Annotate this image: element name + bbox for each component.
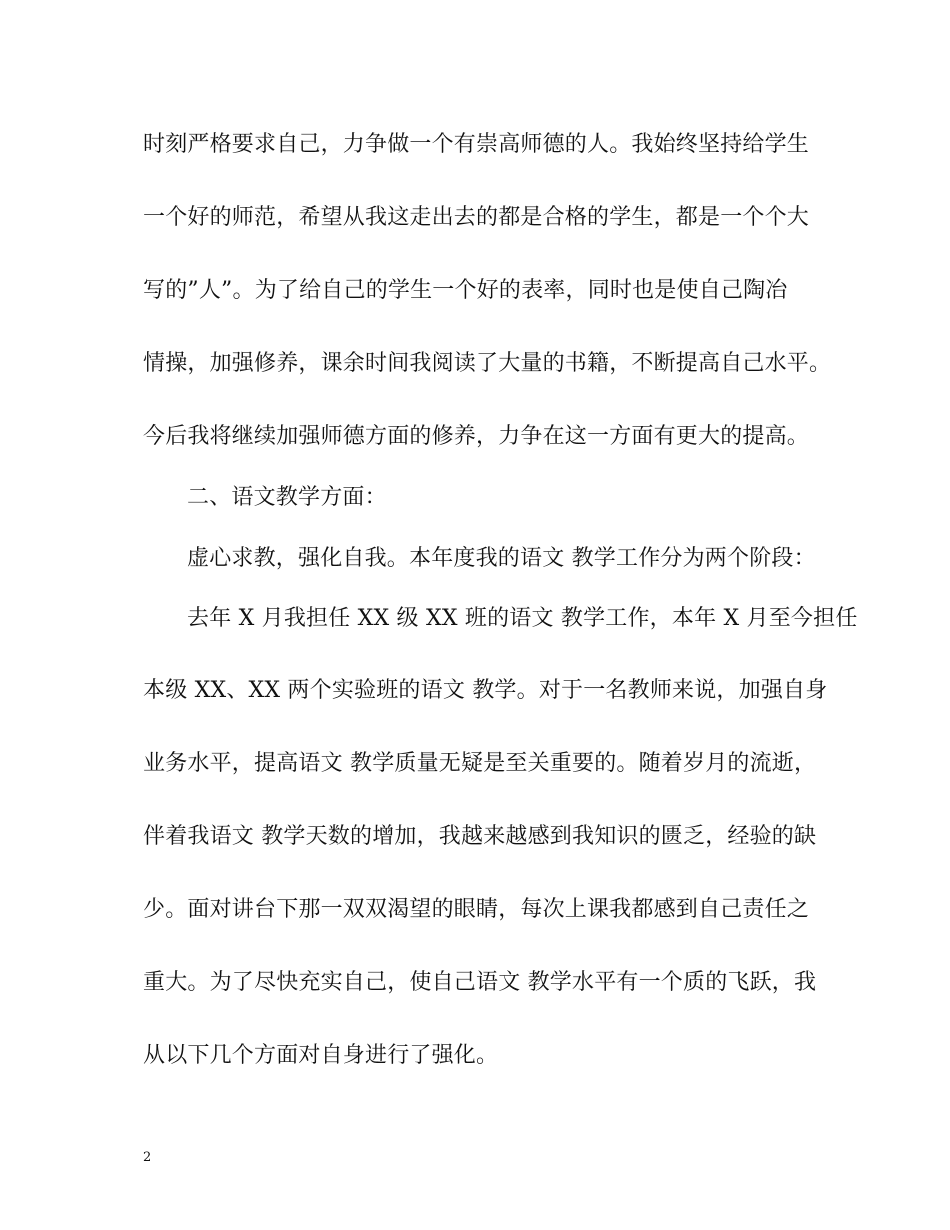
paragraph-line: 从以下几个方面对自身进行了强化。 bbox=[143, 1043, 499, 1068]
paragraph-line: 业务水平，提高语文 教学质量无疑是至关重要的。随着岁月的流逝， bbox=[143, 751, 817, 776]
paragraph-line: 今后我将继续加强师德方面的修养，力争在这一方面有更大的提高。 bbox=[143, 424, 810, 449]
page-number: 2 bbox=[143, 1150, 152, 1165]
paragraph-line: 重大。为了尽快充实自己，使自己语文 教学水平有一个质的飞跃，我 bbox=[143, 970, 817, 995]
paragraph-line: 虚心求教，强化自我。本年度我的语文 教学工作分为两个阶段： bbox=[187, 546, 816, 571]
paragraph-line: 写的”人”。为了给自己的学生一个好的表率，同时也是使自己陶冶 bbox=[143, 278, 788, 303]
paragraph-line: 情操，加强修养，课余时间我阅读了大量的书籍，不断提高自己水平。 bbox=[143, 351, 832, 376]
paragraph-line: 少。面对讲台下那一双双渴望的眼睛，每次上课我都感到自己责任之 bbox=[143, 897, 810, 922]
paragraph-line: 去年 X 月我担任 XX 级 XX 班的语文 教学工作，本年 X 月至今担任 bbox=[187, 606, 858, 631]
paragraph-line: 一个好的师范，希望从我这走出去的都是合格的学生，都是一个个大 bbox=[143, 205, 810, 230]
paragraph-line: 时刻严格要求自己，力争做一个有崇高师德的人。我始终坚持给学生 bbox=[143, 132, 810, 157]
section-heading: 二、语文教学方面： bbox=[187, 485, 387, 510]
paragraph-line: 伴着我语文 教学天数的增加，我越来越感到我知识的匮乏，经验的缺 bbox=[143, 824, 817, 849]
paragraph-line: 本级 XX、XX 两个实验班的语文 教学。对于一名教师来说，加强自身 bbox=[143, 678, 828, 703]
